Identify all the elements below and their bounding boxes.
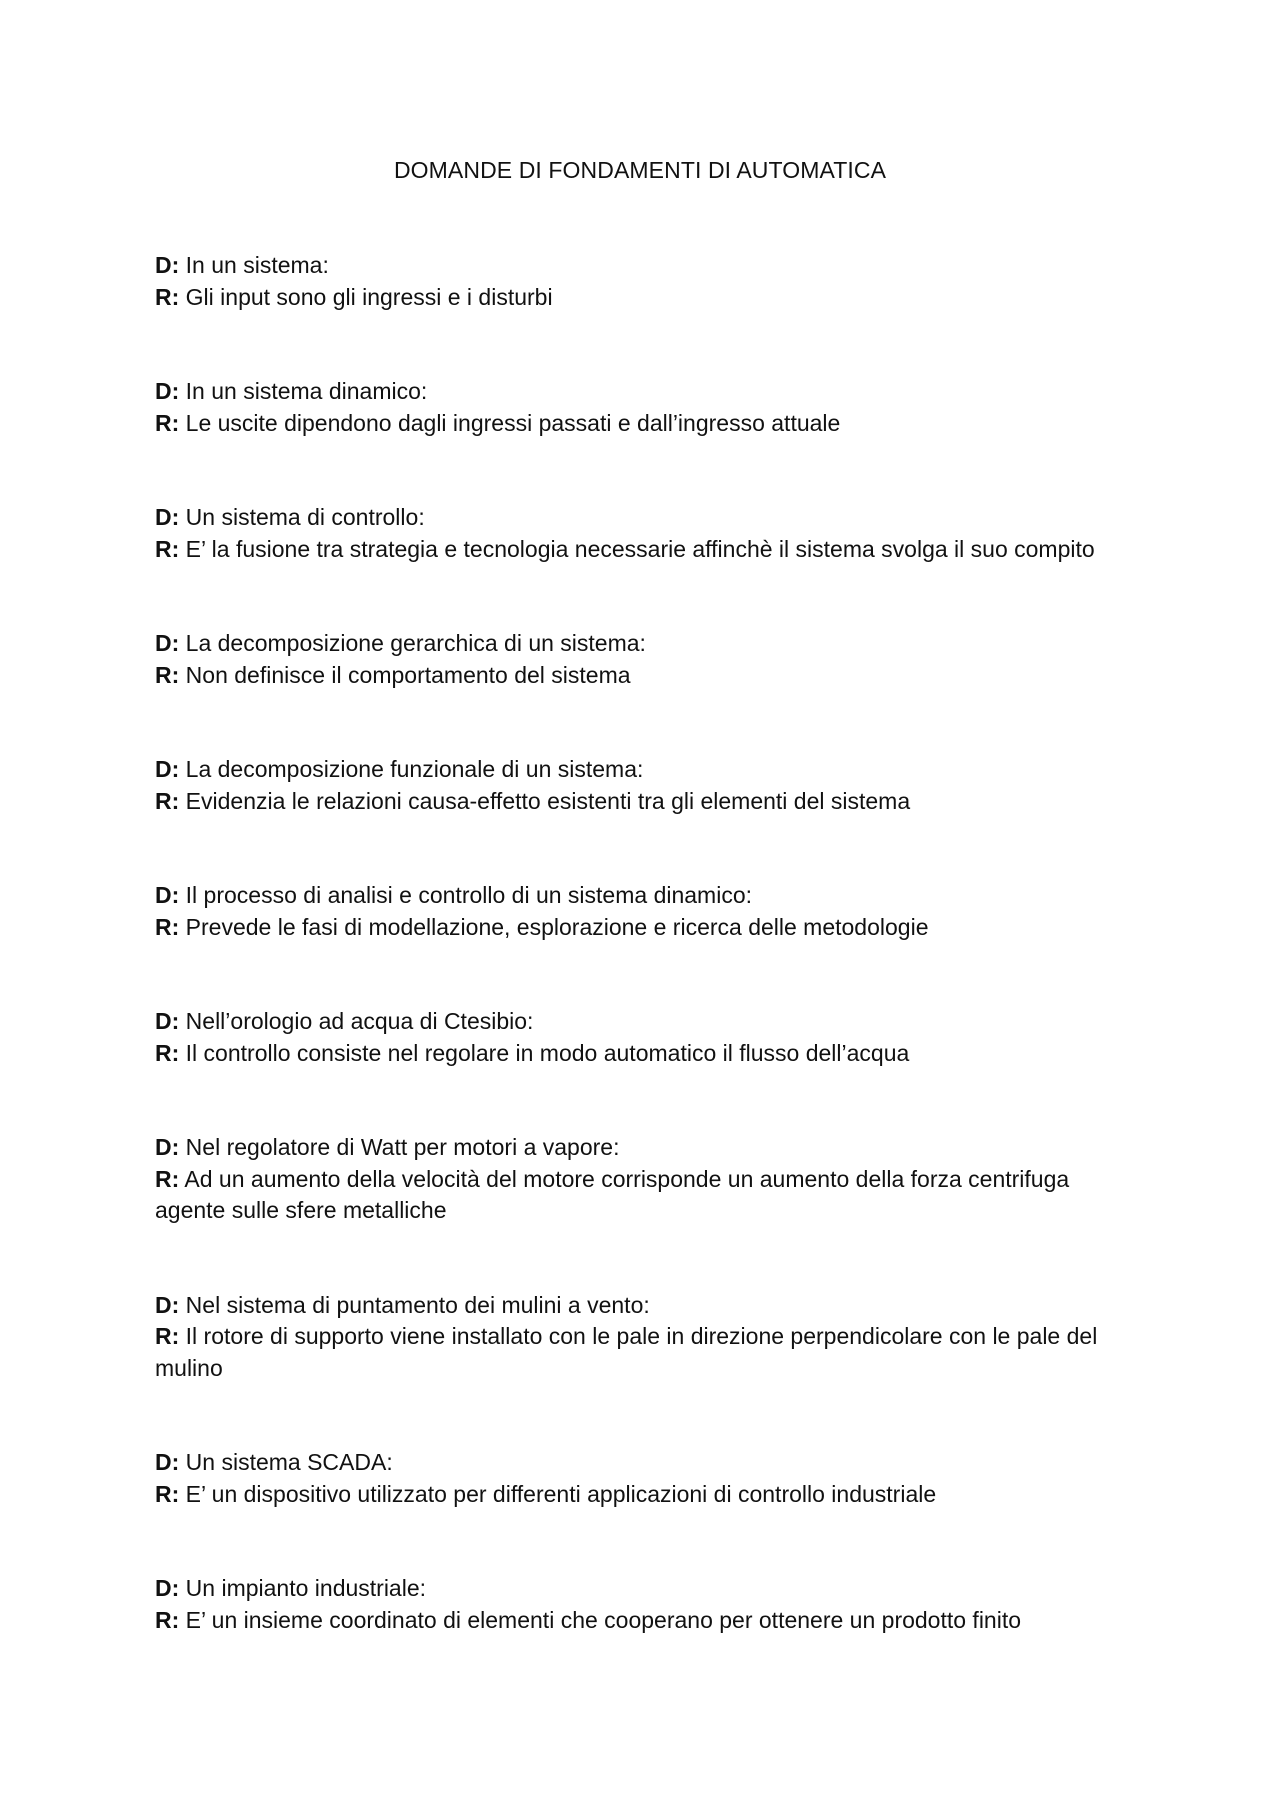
question-text: Nel sistema di puntamento dei mulini a vento: xyxy=(185,1291,650,1318)
answer-text: Il controllo consiste nel regolare in modo automatico il flusso dell’acqua xyxy=(185,1039,910,1066)
answer-prefix: R: xyxy=(155,913,180,940)
answer-prefix: R: xyxy=(155,1323,180,1349)
answer-text: E’ un dispositivo utilizzato per differenti applicazioni di controllo industriale xyxy=(185,1480,937,1507)
question-text: Nel regolatore di Watt per motori a vapore: xyxy=(185,1134,620,1160)
question-line xyxy=(155,1290,1145,1322)
question-text: In un sistema: xyxy=(185,252,329,278)
question-line xyxy=(155,628,1145,660)
answer-text: Ad un aumento della velocità del motore corrisponde un aumento della forza centrifuga agente sulle sfere metalliche xyxy=(155,1165,1070,1223)
qa-item xyxy=(155,250,1145,313)
answer-prefix: R: xyxy=(155,409,180,436)
question-line xyxy=(155,880,1145,912)
question-prefix: D: xyxy=(155,1449,180,1475)
question-line xyxy=(155,1006,1145,1038)
answer-line xyxy=(155,1479,1145,1511)
question-prefix: D: xyxy=(155,1008,180,1034)
qa-item xyxy=(155,1290,1145,1385)
qa-item xyxy=(155,754,1145,817)
question-text: Un sistema di controllo: xyxy=(185,504,425,530)
answer-text: Prevede le fasi di modellazione, esplorazione e ricerca delle metodologie xyxy=(185,913,929,940)
answer-prefix: R: xyxy=(155,535,180,562)
answer-prefix: R: xyxy=(155,1606,180,1633)
answer-prefix: R: xyxy=(155,1480,180,1507)
qa-item xyxy=(155,1447,1145,1510)
qa-item xyxy=(155,502,1145,565)
qa-item xyxy=(155,1573,1145,1636)
document-title: DOMANDE DI FONDAMENTI DI AUTOMATICA xyxy=(393,157,887,183)
answer-prefix: R: xyxy=(155,661,180,688)
question-text: Il processo di analisi e controllo di un sistema dinamico: xyxy=(185,882,753,908)
question-prefix: D: xyxy=(155,504,180,530)
question-line xyxy=(155,1132,1145,1164)
answer-prefix: R: xyxy=(155,283,180,310)
question-line xyxy=(155,250,1145,282)
qa-item xyxy=(155,376,1145,439)
question-prefix: D: xyxy=(155,630,180,656)
answer-line xyxy=(155,534,1145,566)
answer-line xyxy=(155,1038,1145,1070)
question-line xyxy=(155,376,1145,408)
answer-text: E’ un insieme coordinato di elementi che cooperano per ottenere un prodotto finito xyxy=(185,1606,1022,1633)
question-line xyxy=(155,754,1145,786)
question-line xyxy=(155,502,1145,534)
answer-line xyxy=(155,408,1145,440)
answer-prefix: R: xyxy=(155,1039,180,1066)
question-prefix: D: xyxy=(155,882,180,908)
question-text: La decomposizione gerarchica di un sistema: xyxy=(185,630,646,656)
question-text: Un sistema SCADA: xyxy=(185,1449,393,1475)
answer-line xyxy=(155,660,1145,692)
answer-prefix: R: xyxy=(155,1165,180,1192)
question-text: Nell’orologio ad acqua di Ctesibio: xyxy=(185,1008,534,1034)
question-prefix: D: xyxy=(155,378,180,404)
qa-item xyxy=(155,1006,1145,1069)
question-prefix: D: xyxy=(155,1291,180,1318)
question-prefix: D: xyxy=(155,756,180,782)
answer-text: Gli input sono gli ingressi e i disturbi xyxy=(185,283,553,310)
answer-text: Le uscite dipendono dagli ingressi passati e dall’ingresso attuale xyxy=(185,409,841,436)
answer-text: E’ la fusione tra strategia e tecnologia necessarie affinchè il sistema svolga il suo compito xyxy=(185,535,1095,562)
question-text: In un sistema dinamico: xyxy=(185,378,428,404)
question-prefix: D: xyxy=(155,1575,180,1601)
question-prefix: D: xyxy=(155,252,180,278)
answer-prefix: R: xyxy=(155,787,180,814)
question-prefix: D: xyxy=(155,1134,180,1160)
answer-line xyxy=(155,786,1145,818)
question-text: La decomposizione funzionale di un sistema: xyxy=(185,756,644,782)
qa-item xyxy=(155,880,1145,943)
question-line xyxy=(155,1447,1145,1479)
answer-line xyxy=(155,1321,1145,1384)
answer-line xyxy=(155,1605,1145,1637)
answer-line xyxy=(155,1164,1145,1227)
answer-text: Il rotore di supporto viene installato con le pale in direzione perpendicolare con le pale del mulino xyxy=(155,1323,1098,1381)
qa-item xyxy=(155,1132,1145,1227)
question-text: Un impianto industriale: xyxy=(185,1575,427,1601)
answer-line xyxy=(155,282,1145,314)
answer-text: Non definisce il comportamento del sistema xyxy=(185,661,631,688)
qa-item xyxy=(155,628,1145,691)
question-line xyxy=(155,1573,1145,1605)
qa-list xyxy=(155,250,1145,1699)
answer-text: Evidenzia le relazioni causa-effetto esistenti tra gli elementi del sistema xyxy=(185,787,911,814)
answer-line xyxy=(155,912,1145,944)
